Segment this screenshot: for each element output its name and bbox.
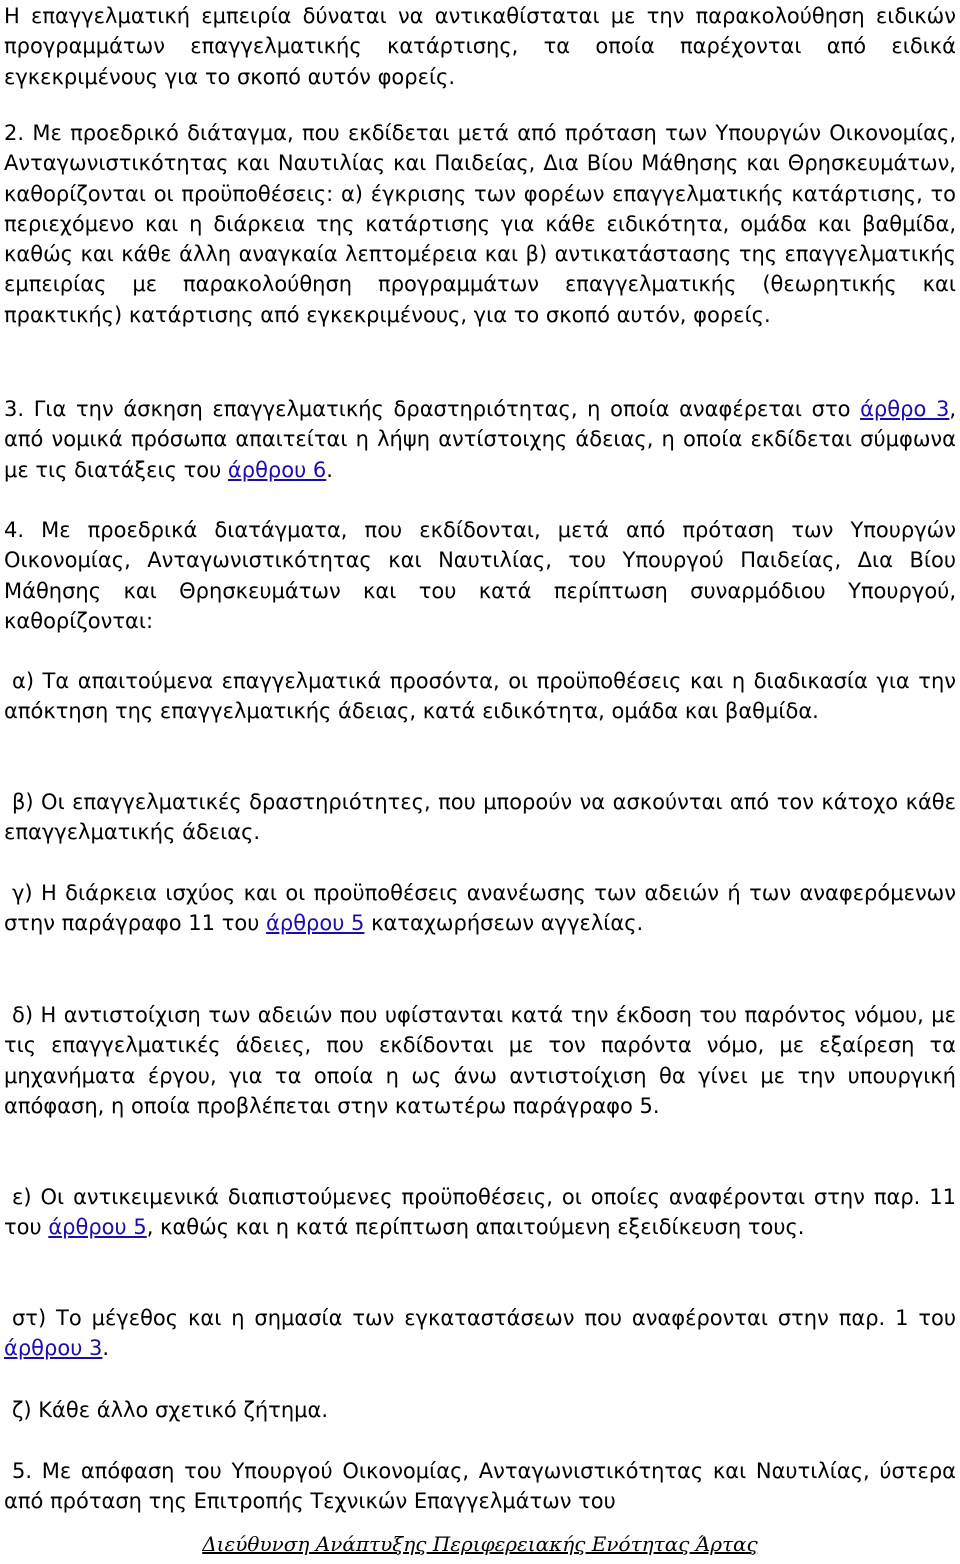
paragraph-4a: α) Τα απαιτούμενα επαγγελματικά προσόντα, οι προϋποθέσεις και η διαδικασία για την απόκτηση της επαγγελματικής άδειας, κατά ειδικότητα, ομάδα και βαθμίδα. <box>4 669 956 724</box>
paragraph-4st: στ) Το μέγεθος και η σημασία των εγκαταστάσεων που αναφέρονται στην παρ. 1 του άρθρου 3. <box>4 1306 956 1361</box>
link-article-3[interactable]: άρθρο 3 <box>860 397 950 421</box>
link-article-3-second[interactable]: άρθρου 3 <box>4 1336 103 1361</box>
paragraph-4z: ζ) Κάθε άλλο σχετικό ζήτημα. <box>12 1398 329 1422</box>
link-article-5[interactable]: άρθρου 5 <box>266 911 365 936</box>
paragraph-5: 5. Με απόφαση του Υπουργού Οικονομίας, Ανταγωνιστικότητας και Ναυτιλίας, ύστερα από πρόταση της Επιτροπής Τεχνικών Επαγγελμάτων του <box>4 1459 956 1514</box>
paragraph-4d: δ) Η αντιστοίχιση των αδειών που υφίστανται κατά την έκδοση του παρόντος νόμου, με τις επαγγελματικές άδειες, που εκδίδονται με τον παρόντα νόμο, με εξαίρεση τα μηχανήματα έργου, για τα οποία η ως άνω αντιστοίχιση θα γίνει με την υπουργική απόφαση, η οποία προβλέπεται στην κατωτέρω παράγραφο 5. <box>4 1003 956 1118</box>
paragraph-4e: ε) Οι αντικειμενικά διαπιστούμενες προϋποθέσεις, οι οποίες αναφέρονται στην παρ. 11 του άρθρου 5, καθώς και η κατά περίπτωση απαιτούμενη εξειδίκευση τους. <box>4 1185 956 1240</box>
paragraph-2: 2. Με προεδρικό διάταγμα, που εκδίδεται μετά από πρόταση των Υπουργών Οικονομίας, Ανταγωνιστικότητας και Ναυτιλίας και Παιδείας, Δια Βίου Μάθησης και Θρησκευμάτων, καθορίζονται οι προϋποθέσεις: α) έγκρισης των φορέων επαγγελματικής κατάρτισης, το περιεχόμενο και η διάρκεια της κατάρτισης για κάθε ειδικότητα, ομάδα και βαθμίδα, καθώς και κάθε άλλη αναγκαία λεπτομέρεια και β) αντικατάστασης της επαγγελματικής εμπειρίας με παρακολούθηση προγραμμάτων επαγγελματικής (θεωρητικής και πρακτικής) κατάρτισης από εγκεκριμένους, για το σκοπό αυτόν, φορείς. <box>4 121 956 327</box>
page-footer: Διεύθυνση Ανάπτυξης Περιφερειακής Ενότητας Άρτας <box>202 1532 758 1556</box>
paragraph-intro: Η επαγγελματική εμπειρία δύναται να αντικαθίσταται με την παρακολούθηση ειδικών προγραμμάτων επαγγελματικής κατάρτισης, τα οποία παρέχονται από ειδικά εγκεκριμένους για το σκοπό αυτόν φορείς. <box>4 4 956 89</box>
link-article-5-second[interactable]: άρθρου 5 <box>48 1215 147 1240</box>
paragraph-4: 4. Με προεδρικά διατάγματα, που εκδίδονται, μετά από πρόταση των Υπουργών Οικονομίας, Ανταγωνιστικότητας και Ναυτιλίας, του Υπουργού Παιδείας, Δια Βίου Μάθησης και Θρησκευμάτων και του κατά περίπτωση συναρμόδιου Υπουργού, καθορίζονται: <box>4 518 956 633</box>
paragraph-4c: γ) Η διάρκεια ισχύος και οι προϋποθέσεις ανανέωσης των αδειών ή των αναφερόμενων στην παράγραφο 11 του άρθρου 5 καταχωρήσεων αγγελίας. <box>4 881 956 936</box>
paragraph-3: 3. Για την άσκηση επαγγελματικής δραστηριότητας, η οποία αναφέρεται στο άρθρο 3, από νομικά πρόσωπα απαιτείται η λήψη αντίστοιχης άδειας, η οποία εκδίδεται σύμφωνα με τις διατάξεις του άρθρου 6. <box>4 397 956 482</box>
link-article-6[interactable]: άρθρου 6 <box>227 457 327 482</box>
paragraph-4b: β) Οι επαγγελματικές δραστηριότητες, που μπορούν να ασκούνται από τον κάτοχο κάθε επαγγελματικής άδειας. <box>4 790 956 845</box>
